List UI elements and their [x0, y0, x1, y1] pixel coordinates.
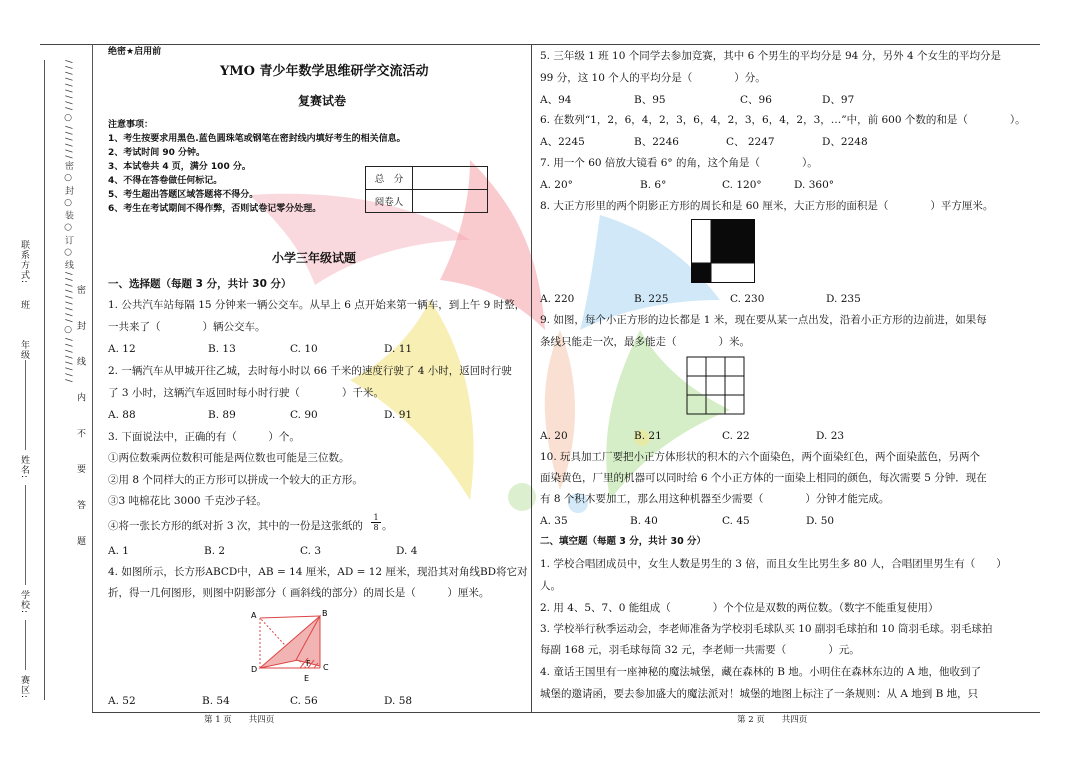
score-grader-cell[interactable]	[413, 190, 488, 213]
binding-grade: 年级	[19, 340, 29, 360]
q3-fraction	[371, 513, 381, 532]
q8-figure	[691, 219, 755, 283]
binding-underline-2	[25, 485, 26, 585]
page-title: YMO 青少年数学思维研学交流活动	[220, 64, 429, 79]
q3-statement: ②用 8 个同样大的正方形可以拼成一个较大的正方形。	[108, 474, 363, 486]
q4-figure	[248, 608, 338, 684]
binding-underline-3	[25, 620, 26, 670]
label-e: E	[304, 674, 310, 683]
label-c: C	[323, 663, 329, 672]
q8-option[interactable]: A. 220	[540, 293, 575, 305]
binding-school: 学校:	[19, 590, 29, 615]
top-rule	[40, 44, 1040, 45]
f4-line: 4. 童话王国里有一座神秘的魔法城堡，藏在森林的 B 地。小明住在森林东边的 A 地，他收到了	[540, 666, 982, 678]
q9-option[interactable]: D. 23	[816, 430, 845, 442]
q4-option[interactable]: A. 52	[108, 695, 136, 707]
q9-grid-figure	[686, 356, 746, 416]
q3-option[interactable]: A. 1	[108, 545, 129, 557]
q9-option[interactable]: B. 21	[634, 430, 662, 442]
binding-line-2	[92, 44, 93, 712]
q2-line: 2. 一辆汽车从甲城开往乙城，去时每小时以 66 千米的速度行驶了 4 小时，返回时行驶	[108, 365, 512, 377]
page-number-2: 第 2 页 共四页	[737, 715, 808, 725]
binding-region: 赛区:	[19, 675, 29, 700]
q7-option[interactable]: C. 120°	[722, 179, 762, 191]
q8-option[interactable]: C. 230	[730, 293, 765, 305]
q1-line: 一共来了（ ）辆公交车。	[108, 321, 266, 333]
q3-option[interactable]: C. 3	[300, 545, 322, 557]
score-grader-label: 阅卷人	[366, 190, 413, 213]
section1-title: 一、选择题（每题 3 分，共计 30 分）	[108, 278, 292, 290]
q3-statement: ③3 吨棉花比 3000 千克沙子轻。	[108, 495, 267, 507]
binding-seal-line: / / / / / / / / / ○ / / / / / / 密 ○ 封 ○ 装 ○ 订 ○ 线 / / / / / / / / / ○ / / / / / / / /	[63, 60, 73, 383]
q6-line: 6. 在数列“1，2，6，4，2，3，6，4，2，3，6，4，2，3，…”中，前 600 个数的和是（ ）。	[540, 114, 1026, 126]
q8-option[interactable]: D. 235	[826, 293, 861, 305]
q4-option[interactable]: C. 56	[290, 695, 318, 707]
page-subtitle: 复赛试卷	[298, 94, 347, 108]
q3-period: 。	[382, 520, 393, 532]
q10-option[interactable]: A. 35	[540, 515, 568, 527]
binding-underline-1	[25, 360, 26, 450]
f3-line: 3. 学校举行秋季运动会，李老师准备为学校羽毛球队买 10 副羽毛球拍和 10 筒羽毛球。羽毛球拍	[540, 623, 993, 635]
q3-statement: ①两位数乘两位数积可能是两位数也可能是三位数。	[108, 452, 350, 464]
q4-option[interactable]: D. 58	[384, 695, 413, 707]
notice-title: 注意事项：	[108, 120, 154, 130]
label-b: B	[322, 609, 328, 618]
f3-line: 每副 168 元，羽毛球每筒 32 元，李老师一共需要（ ）元。	[540, 644, 860, 656]
q9-line: 条线只能走一次，最多能走（ ）米。	[540, 336, 750, 348]
label-d: D	[251, 665, 258, 674]
binding-warning: 密 封 线 内 不 要 答 题	[75, 285, 85, 558]
q4-option[interactable]: B. 54	[202, 695, 230, 707]
notice-item: 5、考生超出答题区域答题将不得分。	[108, 190, 259, 200]
q1-line: 1. 公共汽车站每隔 15 分钟来一辆公交车。从早上 6 点开始来第一辆车，到上午 9 时整，	[108, 299, 526, 311]
q7-option[interactable]: D. 360°	[794, 179, 835, 191]
fraction-denominator: 8	[371, 522, 381, 532]
page-number-1: 第 1 页 共四页	[204, 715, 275, 725]
q6-option[interactable]: A、2245	[540, 136, 585, 148]
q6-option[interactable]: C、 2247	[726, 136, 775, 148]
notice-item: 3、本试卷共 4 页，满分 100 分。	[108, 162, 251, 172]
q5-option[interactable]: D、97	[822, 94, 855, 106]
grade-title: 小学三年级试题	[272, 251, 357, 265]
q10-line: 10. 玩具加工厂要把小正方体形状的积木的六个面染色，两个面染红色，两个面染蓝色，另两个	[540, 451, 981, 463]
q1-option[interactable]: D. 11	[384, 343, 413, 355]
q6-option[interactable]: B、2246	[634, 136, 679, 148]
label-f: F	[306, 659, 311, 668]
q8-option[interactable]: B. 225	[634, 293, 669, 305]
q6-option[interactable]: D、2248	[822, 136, 868, 148]
q3-statement: ④将一张长方形的纸对折 3 次，其中的一份是这张纸的	[108, 520, 363, 532]
f2-line: 2. 用 4、5、7、0 能组成（ ）个个位是双数的两位数。（数字不能重复使用）	[540, 602, 939, 614]
binding-contact: 联系方式:	[19, 240, 29, 285]
q2-option[interactable]: A. 88	[108, 409, 136, 421]
q1-option[interactable]: B. 13	[208, 343, 236, 355]
q2-option[interactable]: B. 89	[208, 409, 236, 421]
q5-option[interactable]: B、95	[634, 94, 666, 106]
score-table	[365, 166, 488, 213]
q9-line: 9. 如图，每个小正方形的边长都是 1 米，现在要从某一点出发，沿着小正方形的边前进，如果每	[540, 314, 987, 326]
q10-option[interactable]: D. 50	[806, 515, 835, 527]
f1-line: 1. 学校合唱团成员中，女生人数是男生的 3 倍，而且女生比男生多 80 人，合唱团里男生有（ ）	[540, 558, 1007, 570]
section2-title: 二、填空题（每题 3 分，共计 30 分）	[540, 536, 707, 547]
q8-line: 8. 大正方形里的两个阴影正方形的周长和是 60 厘米，大正方形的面积是（ ）平方厘米。	[540, 200, 994, 212]
notice-item: 2、考试时间 90 分钟。	[108, 148, 206, 158]
q1-option[interactable]: A. 12	[108, 343, 136, 355]
q9-option[interactable]: A. 20	[540, 430, 568, 442]
q5-option[interactable]: A、94	[540, 94, 572, 106]
label-a: A	[251, 611, 257, 620]
q4-line: 4. 如图所示，长方形ABCD中，AB = 14 厘米，AD = 12 厘米，现沿其对角线BD将它对	[108, 566, 528, 578]
q2-line: 了 3 小时，这辆汽车返回时每小时行驶（ ）千米。	[108, 387, 384, 399]
page-divider	[531, 44, 532, 712]
q4-line: 折，得一几何图形，则图中阴影部分（ 画斜线的部分）的周长是（ ）厘米。	[108, 587, 490, 599]
q7-line: 7. 用一个 60 倍放大镜看 6° 的角，这个角是（ ）。	[540, 157, 818, 169]
q3-line: 3. 下面说法中，正确的有（ ）个。	[108, 431, 300, 443]
score-total-label: 总 分	[366, 167, 413, 190]
notice-item: 6、考生在考试期间不得作弊，否则试卷记零分处理。	[108, 204, 322, 214]
q9-option[interactable]: C. 22	[722, 430, 750, 442]
binding-class: 班	[19, 300, 29, 310]
q10-option[interactable]: B. 40	[630, 515, 658, 527]
fraction-numerator: 1	[373, 513, 379, 522]
q7-option[interactable]: B. 6°	[640, 179, 667, 191]
f1-line: 人。	[540, 580, 561, 592]
binding-name: 姓名:	[19, 455, 29, 480]
q5-line: 99 分，这 10 个人的平均分是（ ）分。	[540, 72, 766, 84]
q3-option[interactable]: B. 2	[204, 545, 226, 557]
secret-label: 绝密★启用前	[108, 47, 162, 57]
q3-option[interactable]: D. 4	[396, 545, 418, 557]
q5-option[interactable]: C、96	[740, 94, 772, 106]
q10-line: 有 8 个积木要加工，那么用这种机器至少需要（ ）分钟才能完成。	[540, 493, 890, 505]
score-total-cell[interactable]	[413, 167, 488, 190]
q1-option[interactable]: C. 10	[290, 343, 318, 355]
q10-option[interactable]: C. 45	[722, 515, 750, 527]
notice-item: 1、考生按要求用黑色.蓝色圆珠笔或钢笔在密封线内填好考生的相关信息。	[108, 134, 406, 144]
q2-option[interactable]: C. 90	[290, 409, 318, 421]
q7-option[interactable]: A. 20°	[540, 179, 573, 191]
q5-line: 5. 三年级 1 班 10 个同学去参加竞赛，其中 6 个男生的平均分是 94 分，另外 4 个女生的平均分是	[540, 50, 1001, 62]
q2-option[interactable]: D. 91	[384, 409, 413, 421]
q10-line: 面染黄色，厂里的机器可以同时给 6 个小正方体的一面染上相同的颜色，每次需要 5 分钟．现在	[540, 472, 987, 484]
f4-line: 城堡的邀请函，要去参加盛大的魔法派对！城堡的地图上标注了一条规则：从 A 地到 B 地，只	[540, 688, 979, 700]
binding-line-1	[44, 60, 45, 700]
notice-item: 4、不得在答卷做任何标记。	[108, 176, 223, 186]
